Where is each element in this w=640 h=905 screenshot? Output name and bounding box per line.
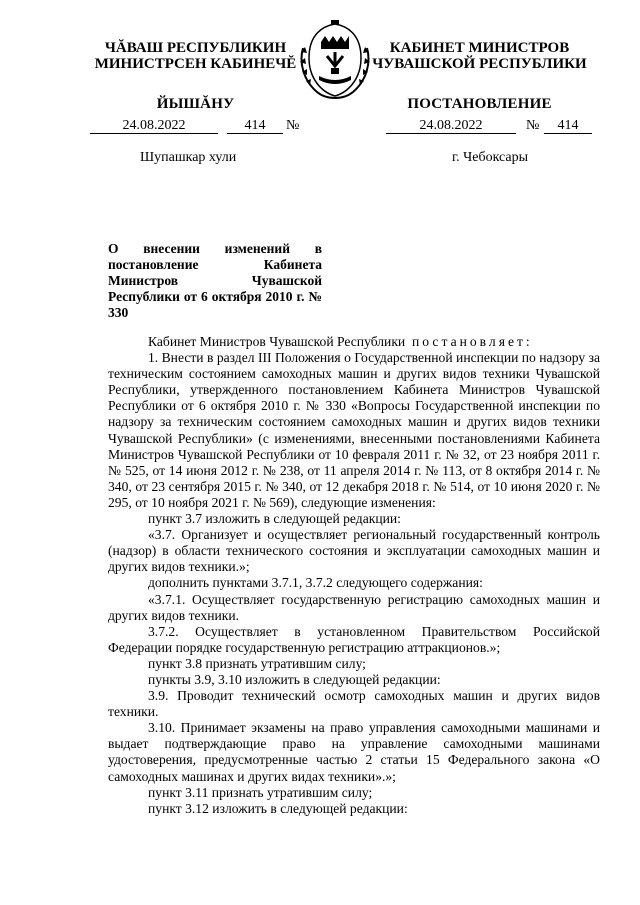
body-paragraph: пункт 3.11 признать утратившим силу; bbox=[148, 784, 373, 800]
date-field-right: 24.08.2022 bbox=[386, 118, 516, 134]
document-body bbox=[108, 334, 600, 817]
body-paragraph: дополнить пунктами 3.7.1, 3.7.2 следующего содержания: bbox=[148, 575, 483, 591]
intro-verb: постановляет: bbox=[412, 334, 533, 349]
header-left-block bbox=[88, 40, 303, 112]
header-right-block bbox=[372, 40, 587, 112]
date-line-right bbox=[386, 118, 596, 136]
number-sign-right: № bbox=[526, 118, 540, 133]
body-paragraph: 3.10. Принимает экзамены на право управления самоходными машинами и выдает подтверждающие право на управление самоходными машинами удостоверения, предусмотренные частью 2 статьи 15 Федерального закона «О самоходных машинах и других видах техники».»; bbox=[108, 720, 600, 784]
body-paragraph: «3.7.1. Осуществляет государственную регистрацию самоходных машин и других видов техники. bbox=[108, 591, 600, 623]
place-left: Шупашкар хули bbox=[140, 150, 237, 165]
intro-start: Кабинет Министров Чувашской Республики bbox=[148, 334, 406, 349]
body-paragraph: пункт 3.8 признать утратившим силу; bbox=[148, 655, 366, 671]
number-field-left: 414 bbox=[227, 118, 283, 134]
body-paragraph: 3.9. Проводит технический осмотр самоходных машин и других видов техники. bbox=[108, 688, 600, 720]
body-paragraph: пункт 3.12 изложить в следующей редакции: bbox=[148, 800, 408, 816]
date-line-left bbox=[90, 118, 305, 136]
header-right-line1: КАБИНЕТ МИНИСТРОВ bbox=[389, 40, 570, 56]
header-left-line2: МИНИСТРСЕН КАБИНЕЧĔ bbox=[94, 56, 297, 72]
header-right-line2: ЧУВАШСКОЙ РЕСПУБЛИКИ bbox=[372, 56, 587, 72]
chuvash-coat-of-arms-icon bbox=[295, 18, 375, 100]
number-sign-left: № bbox=[286, 118, 300, 133]
place-right: г. Чебоксары bbox=[452, 150, 529, 165]
document-subject: О внесении изменений в постановление Кабинета Министров Чувашской Республики от 6 октября 2010 г. № 330 bbox=[108, 241, 322, 320]
body-paragraph: 1. Внести в раздел III Положения о Государственной инспекции по надзору за техническим состоянием самоходных машин и других видов техники Чувашской Республики, утвержденного постановлением Кабинета Министров Чувашской Республики от 6 октября 2010 г. № 330 «Вопросы Государственной инспекции по надзору за техническим состоянием самоходных машин и других видов техники Чувашской Республики» (с изменениями, внесенными постановлениями Кабинета Министров Чувашской Республики от 10 февраля 2011 г. № 32, от 23 ноября 2011 г. № 525, от 14 июня 2012 г. № 238, от 11 апреля 2014 г. № 113, от 8 октября 2014 г. № 340, от 23 сентября 2015 г. № 340, от 12 декабря 2018 г. № 514, от 10 июня 2020 г. № 295, от 10 ноября 2021 г. № 569), следующие изменения: bbox=[108, 350, 600, 510]
body-paragraph: «3.7. Организует и осуществляет региональный государственный контроль (надзор) в области технического состояния и эксплуатации самоходных машин и других видов техники.»; bbox=[108, 527, 600, 575]
header-left-doc-type: ЙЫШĂНУ bbox=[156, 96, 235, 112]
number-field-right: 414 bbox=[544, 118, 592, 134]
header-right-doc-type: ПОСТАНОВЛЕНИЕ bbox=[407, 96, 552, 112]
body-paragraph: 3.7.2. Осуществляет в установленном Правительством Российской Федерации порядке государственную регистрацию аттракционов.»; bbox=[108, 623, 600, 655]
header-left-line1: ЧĂВАШ РЕСПУБЛИКИН bbox=[104, 40, 287, 56]
date-field-left: 24.08.2022 bbox=[90, 118, 218, 134]
body-paragraph: пункты 3.9, 3.10 изложить в следующей редакции: bbox=[148, 671, 441, 687]
body-paragraph: пункт 3.7 изложить в следующей редакции: bbox=[148, 511, 401, 527]
intro-paragraph bbox=[108, 334, 600, 350]
